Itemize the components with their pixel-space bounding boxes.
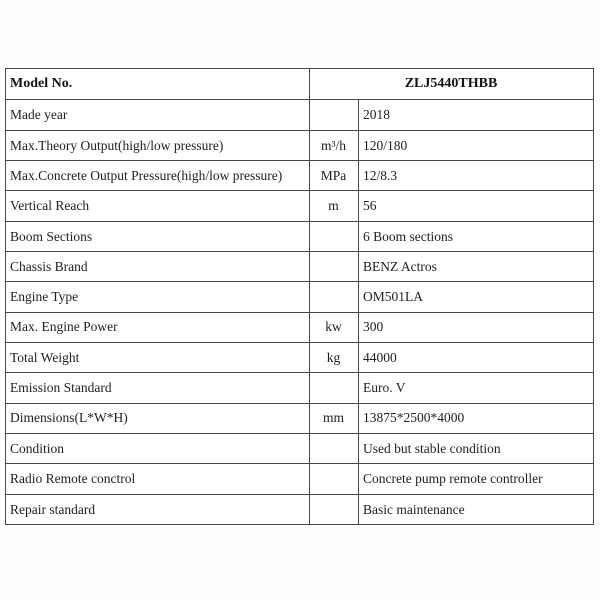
spec-unit-cell: m: [310, 191, 359, 221]
spec-row: [6, 160, 594, 190]
spec-row: [6, 221, 594, 251]
spec-header-row: [6, 69, 594, 100]
spec-unit-cell: [310, 221, 359, 251]
spec-row: [6, 312, 594, 342]
spec-unit-cell: [310, 100, 359, 130]
model-no-value: ZLJ5440THBB: [310, 69, 594, 100]
spec-label-cell: Condition: [6, 433, 310, 463]
spec-value-cell: Used but stable condition: [359, 433, 594, 463]
spec-value-cell: 6 Boom sections: [359, 221, 594, 251]
spec-value-cell: 56: [359, 191, 594, 221]
spec-table-body: [6, 69, 594, 525]
spec-value-cell: Basic maintenance: [359, 494, 594, 524]
spec-row: [6, 373, 594, 403]
spec-unit-cell: [310, 373, 359, 403]
spec-unit-cell: [310, 251, 359, 281]
spec-label-cell: Radio Remote conctrol: [6, 464, 310, 494]
spec-value-cell: BENZ Actros: [359, 251, 594, 281]
spec-row: [6, 433, 594, 463]
spec-label-cell: Emission Standard: [6, 373, 310, 403]
spec-value-cell: 120/180: [359, 130, 594, 160]
spec-unit-cell: [310, 433, 359, 463]
spec-label-cell: Engine Type: [6, 282, 310, 312]
spec-row: [6, 342, 594, 372]
spec-row: [6, 191, 594, 221]
spec-label-cell: Made year: [6, 100, 310, 130]
spec-row: [6, 464, 594, 494]
spec-value-cell: OM501LA: [359, 282, 594, 312]
spec-value-cell: 13875*2500*4000: [359, 403, 594, 433]
spec-unit-cell: [310, 282, 359, 312]
spec-label-cell: Vertical Reach: [6, 191, 310, 221]
spec-label-cell: Max.Theory Output(high/low pressure): [6, 130, 310, 160]
spec-row: [6, 130, 594, 160]
spec-unit-cell: m³/h: [310, 130, 359, 160]
spec-unit-cell: mm: [310, 403, 359, 433]
spec-unit-cell: kg: [310, 342, 359, 372]
spec-value-cell: 44000: [359, 342, 594, 372]
spec-unit-cell: kw: [310, 312, 359, 342]
spec-row: [6, 494, 594, 524]
spec-value-cell: 12/8.3: [359, 160, 594, 190]
spec-unit-cell: MPa: [310, 160, 359, 190]
spec-label-cell: Max. Engine Power: [6, 312, 310, 342]
spec-row: [6, 251, 594, 281]
model-no-label: Model No.: [6, 69, 310, 100]
spec-label-cell: Max.Concrete Output Pressure(high/low pressure): [6, 160, 310, 190]
spec-value-cell: Euro. V: [359, 373, 594, 403]
spec-value-cell: 300: [359, 312, 594, 342]
spec-value-cell: 2018: [359, 100, 594, 130]
spec-label-cell: Chassis Brand: [6, 251, 310, 281]
spec-value-cell: Concrete pump remote controller: [359, 464, 594, 494]
spec-row: [6, 100, 594, 130]
spec-label-cell: Total Weight: [6, 342, 310, 372]
spec-row: [6, 403, 594, 433]
spec-label-cell: Boom Sections: [6, 221, 310, 251]
spec-label-cell: Repair standard: [6, 494, 310, 524]
spec-unit-cell: [310, 494, 359, 524]
spec-unit-cell: [310, 464, 359, 494]
spec-table: [5, 68, 594, 525]
spec-row: [6, 282, 594, 312]
spec-label-cell: Dimensions(L*W*H): [6, 403, 310, 433]
